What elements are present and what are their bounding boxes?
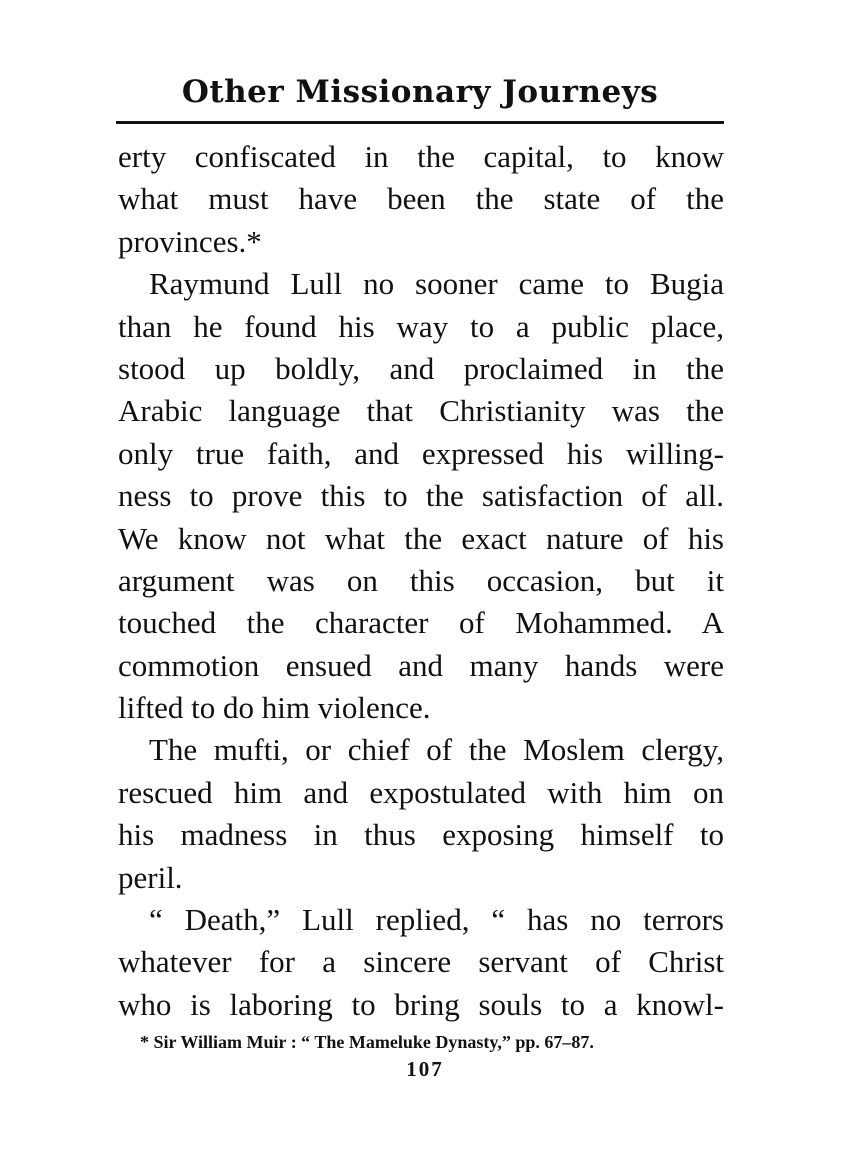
text-line: only true faith, and expressed his willing- <box>118 435 724 471</box>
text-line: what must have been the state of the <box>118 181 724 217</box>
text-line: whatever for a sincere servant of Christ <box>118 944 724 980</box>
text-line: rescued him and expostulated with him on <box>118 774 724 810</box>
text-line: touched the character of Mohammed. A <box>118 605 724 641</box>
text-line: “ Death,” Lull replied, “ has no terrors <box>149 902 724 938</box>
text-line: Raymund Lull no sooner came to Bugia <box>149 266 724 302</box>
running-head: Other Missionary Journeys <box>181 74 659 110</box>
text-line: than he found his way to a public place, <box>118 308 724 344</box>
body-text <box>118 136 724 1026</box>
text-line: We know not what the exact nature of his <box>118 520 724 556</box>
text-line: his madness in thus exposing himself to <box>118 817 724 853</box>
text-line: The mufti, or chief of the Moslem clergy, <box>149 732 724 768</box>
text-line: Arabic language that Christianity was the <box>118 393 724 429</box>
footnote: * Sir William Muir : “ The Mameluke Dynasty,” pp. 67–87. <box>140 1032 594 1052</box>
text-line: peril. <box>118 859 183 895</box>
text-line: ness to prove this to the satisfaction of all. <box>118 478 724 514</box>
header-rule <box>116 121 724 124</box>
page-number: 107 <box>406 1057 444 1081</box>
text-line: commotion ensued and many hands were <box>118 647 724 683</box>
text-line: stood up boldly, and proclaimed in the <box>118 350 724 386</box>
text-line: provinces.* <box>118 223 262 259</box>
text-line: erty confiscated in the capital, to know <box>118 139 724 174</box>
text-line: who is laboring to bring souls to a knowl- <box>118 986 724 1022</box>
text-line: lifted to do him violence. <box>118 690 431 726</box>
text-line: argument was on this occasion, but it <box>118 562 724 598</box>
